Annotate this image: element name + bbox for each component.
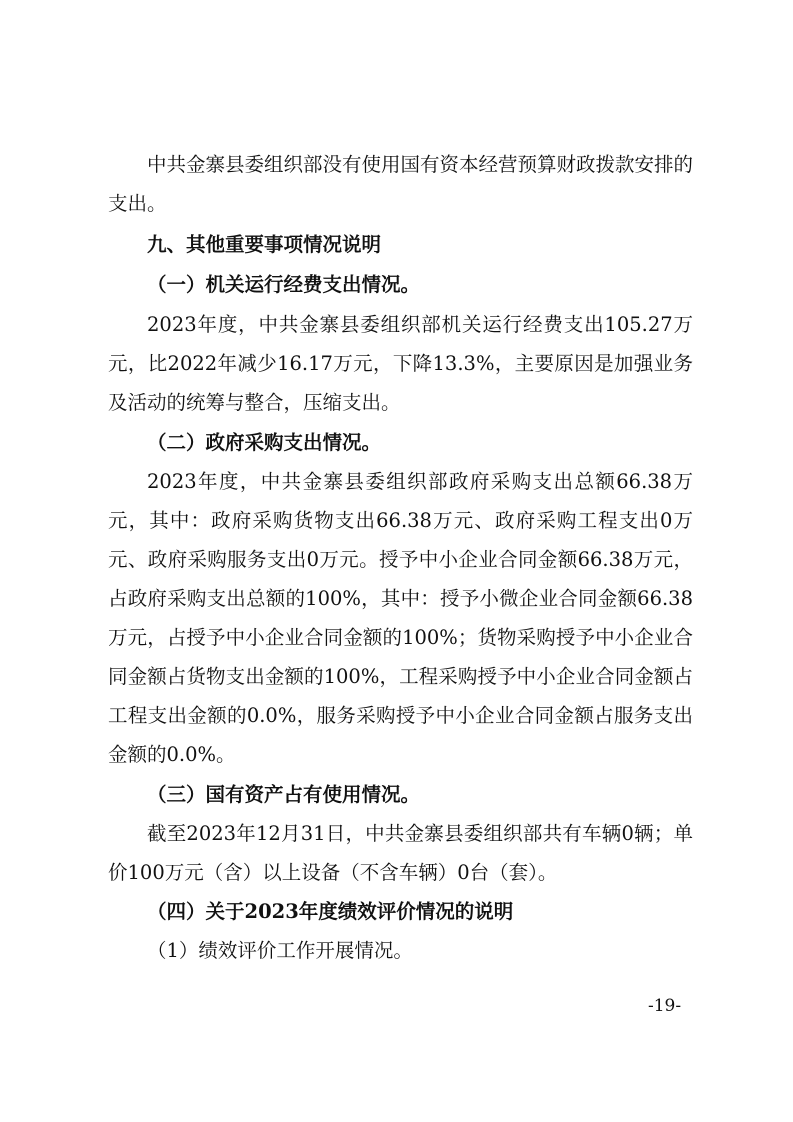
paragraph-operating-expenses: 2023年度，中共金寨县委组织部机关运行经费支出105.27万元，比2022年减少16.17万元，下降13.3%，主要原因是加强业务及活动的统筹与整合，压缩支出。 xyxy=(108,313,693,414)
paragraph-state-capital-budget: 中共金寨县委组织部没有使用国有资本经营预算财政拨款安排的支出。 xyxy=(108,153,694,215)
subheading-operating-expenses: （一）机关运行经费支出情况。 xyxy=(147,273,421,296)
subheading-performance-evaluation: （四）关于2023年度绩效评价情况的说明 xyxy=(147,900,514,923)
paragraph-state-assets: 截至2023年12月31日，中共金寨县委组织部共有车辆0辆；单价100万元（含）以上设备（不含车辆）0台（套）。 xyxy=(108,822,693,884)
subheading-government-procurement: （二）政府采购支出情况。 xyxy=(147,431,382,454)
subheading-state-assets: （三）国有资产占有使用情况。 xyxy=(147,783,421,806)
paragraph-evaluation-work: （1）绩效评价工作开展情况。 xyxy=(147,939,413,962)
paragraph-government-procurement: 2023年度，中共金寨县委组织部政府采购支出总额66.38万元，其中：政府采购货物支出66.38万元、政府采购工程支出0万元、政府采购服务支出0万元。授予中小企业合同金额66.38万元，占政府采购支出总额的100%，其中：授予小微企业合同金额66.38万元，占授予中小企业合同金额的100%；货物采购授予中小企业合同金额占货物支出金额的100%，工程采购授予中小企业合同金额占工程支出金额的0.0%，服务采购授予中小企业合同金额占服务支出金额的0.0%。 xyxy=(108,470,693,766)
section-heading-9: 九、其他重要事项情况说明 xyxy=(147,233,382,256)
page-number: -19- xyxy=(648,996,682,1016)
